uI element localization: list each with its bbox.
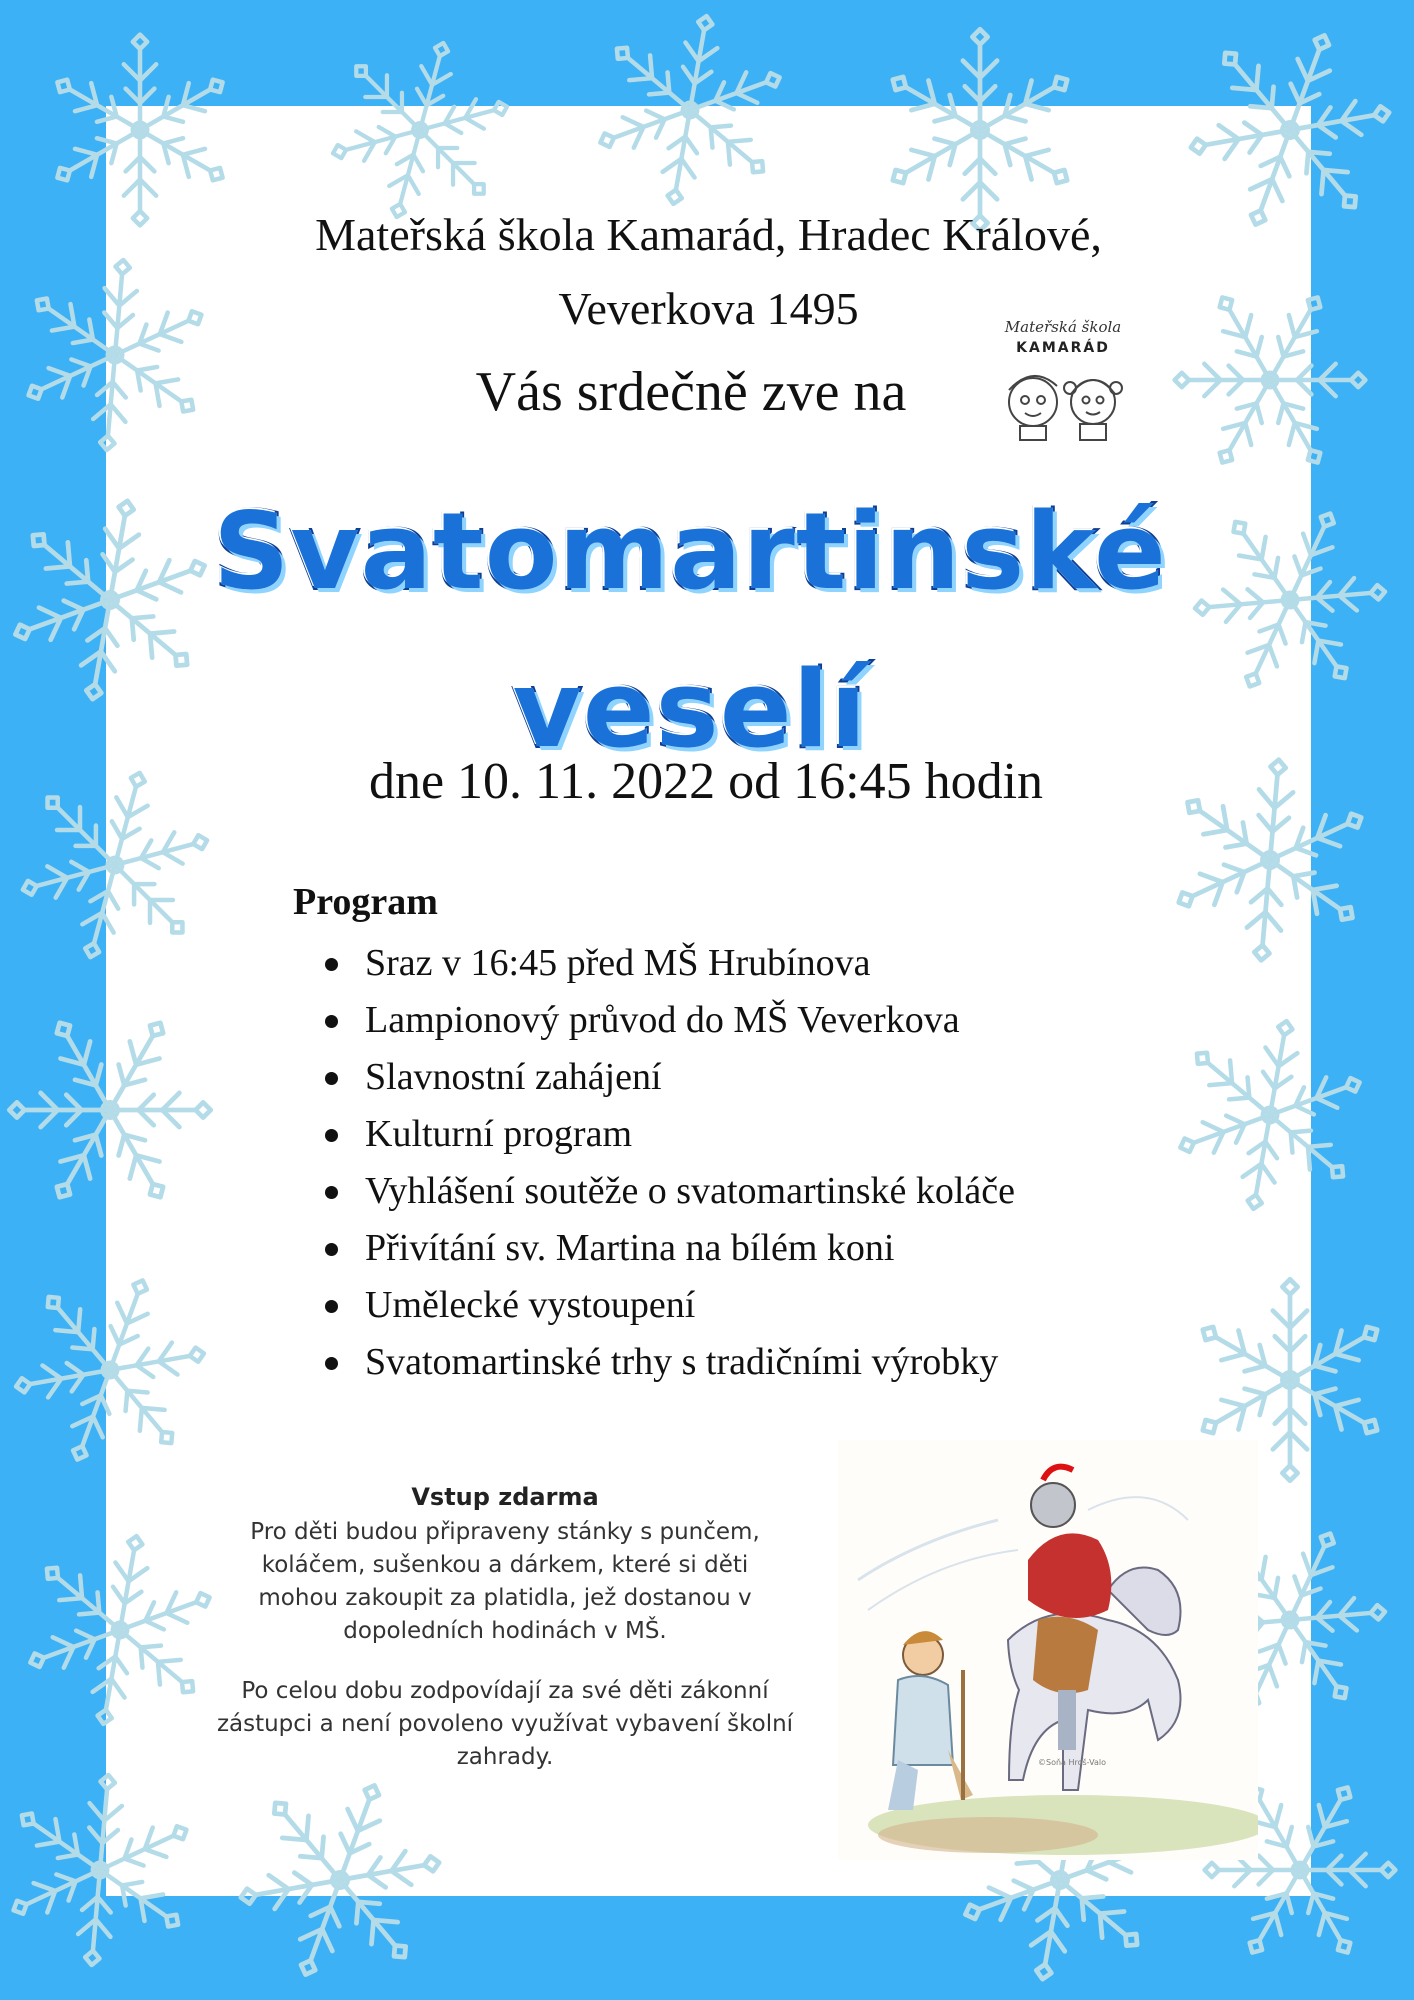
- program-item: Lampionový průvod do MŠ Veverkova: [325, 992, 1015, 1049]
- entry-paragraph-1: Pro děti budou připraveny stánky s punčem, koláčem, sušenkou a dárkem, které si děti mohou zakoupit za platidla, jež dostanou v dopoledních hodinách v MŠ.: [250, 1519, 760, 1644]
- entry-paragraph-2: Po celou dobu zodpovídají za své děti zákonní zástupci a není povoleno využívat vybavení školní zahrady.: [216, 1678, 794, 1770]
- program-item: Svatomartinské trhy s tradičními výrobky: [325, 1334, 1015, 1391]
- program-item: Slavnostní zahájení: [325, 1049, 1015, 1106]
- bullet-icon: [325, 1357, 338, 1370]
- event-date: dne 10. 11. 2022 od 16:45 hodin: [368, 753, 1044, 810]
- bullet-icon: [325, 1129, 338, 1142]
- logo-line1: Mateřská škola: [1004, 318, 1122, 336]
- bullet-icon: [325, 1243, 338, 1256]
- program-heading: Program: [293, 881, 438, 923]
- kids-faces-icon: [1009, 376, 1122, 440]
- bullet-icon: [325, 1300, 338, 1313]
- program-item: Vyhlášení soutěže o svatomartinské koláče: [325, 1163, 1015, 1220]
- event-title-line1: Svatomartinské: [213, 490, 1167, 613]
- school-name: Mateřská škola Kamarád, Hradec Králové,: [315, 209, 1102, 260]
- program-item: Kulturní program: [325, 1106, 1015, 1163]
- event-title-line2: veselí: [512, 648, 868, 771]
- bullet-icon: [325, 958, 338, 971]
- school-address: Veverkova 1495: [558, 283, 859, 334]
- school-logo: [978, 310, 1148, 450]
- entry-title: Vstup zdarma: [411, 1483, 599, 1511]
- invitation-text: Vás srdečně zve na: [475, 361, 907, 423]
- program-list: [325, 935, 1015, 1391]
- bullet-icon: [325, 1186, 338, 1199]
- program-item: Umělecké vystoupení: [325, 1277, 1015, 1334]
- beggar-figure-icon: [888, 1631, 973, 1810]
- illustration-credit: ©Soňa Hroš-Valo: [1038, 1758, 1106, 1767]
- program-item: Sraz v 16:45 před MŠ Hrubínova: [325, 935, 1015, 992]
- program-item: Přivítání sv. Martina na bílém koni: [325, 1220, 1015, 1277]
- logo-line2: KAMARÁD: [1016, 340, 1110, 356]
- st-martin-illustration: [838, 1440, 1258, 1860]
- bullet-icon: [325, 1015, 338, 1028]
- bullet-icon: [325, 1072, 338, 1085]
